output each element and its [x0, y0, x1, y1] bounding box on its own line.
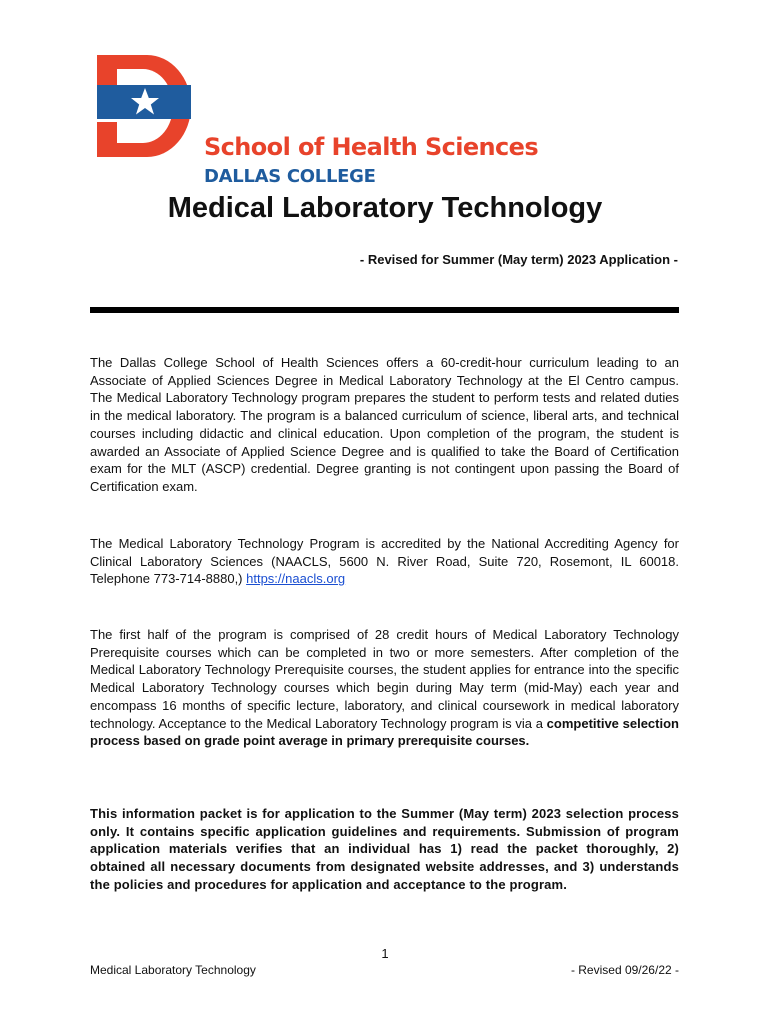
accreditation-text: The Medical Laboratory Technology Program is accredited by the National Accrediting Agency for Clinical Laboratory Sciences (NAACLS, 5600 N. River Road, Suite 720, Rosemont, IL 60018. Telephone 773-714-8880,): [90, 536, 679, 587]
program-structure-text: The first half of the program is comprised of 28 credit hours of Medical Laboratory Technology Prerequisite courses which can be completed in two or more semesters. After completion of the Medical Laboratory Technology Prerequisite courses, the student applies for entrance into the specific Medical Laboratory Technology courses which begin during May term (mid-May) each year and encompass 16 months of specific lecture, laboratory, and clinical coursework in medical laboratory technology. Acceptance to the Medical Laboratory Technology program is via a: [90, 627, 679, 731]
document-subtitle: - Revised for Summer (May term) 2023 Application -: [359, 252, 678, 267]
naacls-link[interactable]: https://naacls.org: [246, 571, 346, 587]
school-logo: [97, 55, 577, 187]
page-number: 1: [381, 946, 389, 961]
dallas-college-d-star-logo-icon: [97, 55, 191, 157]
accreditation-paragraph: [90, 535, 679, 588]
title-divider: [90, 307, 679, 313]
selection-process-emphasis: competitive selection process based on grade point average in primary prerequisite courses.: [90, 715, 679, 749]
logo-college-name: DALLAS COLLEGE: [204, 166, 376, 187]
footer-document-title: Medical Laboratory Technology: [90, 963, 256, 977]
logo-school-name: School of Health Sciences: [204, 133, 539, 161]
footer-revision-date: - Revised 09/26/22 -: [570, 963, 679, 977]
document-title: Medical Laboratory Technology: [167, 192, 603, 224]
program-overview-paragraph: The Dallas College School of Health Sciences offers a 60-credit-hour curriculum leading to an Associate of Applied Sciences Degree in Medical Laboratory Technology at the El Centro campus. The Medical Laboratory Technology program prepares the student to perform tests and related duties in the medical laboratory. The program is a balanced curriculum of science, liberal arts, and technical courses including didactic and clinical education. Upon completion of the program, the student is awarded an Associate of Applied Science Degree and is qualified to take the Board of Certification exam for the MLT (ASCP) credential. Degree granting is not contingent upon passing the Board of Certification exam.: [90, 355, 679, 494]
program-structure-paragraph: [90, 626, 679, 750]
packet-notice-paragraph: This information packet is for application to the Summer (May term) 2023 selection process only. It contains specific application guidelines and requirements. Submission of program application materials verifies that an individual has 1) read the packet thoroughly, 2) obtained all necessary documents from designated website addresses, and 3) understands the policies and procedures for application and acceptance to the program.: [90, 806, 679, 892]
